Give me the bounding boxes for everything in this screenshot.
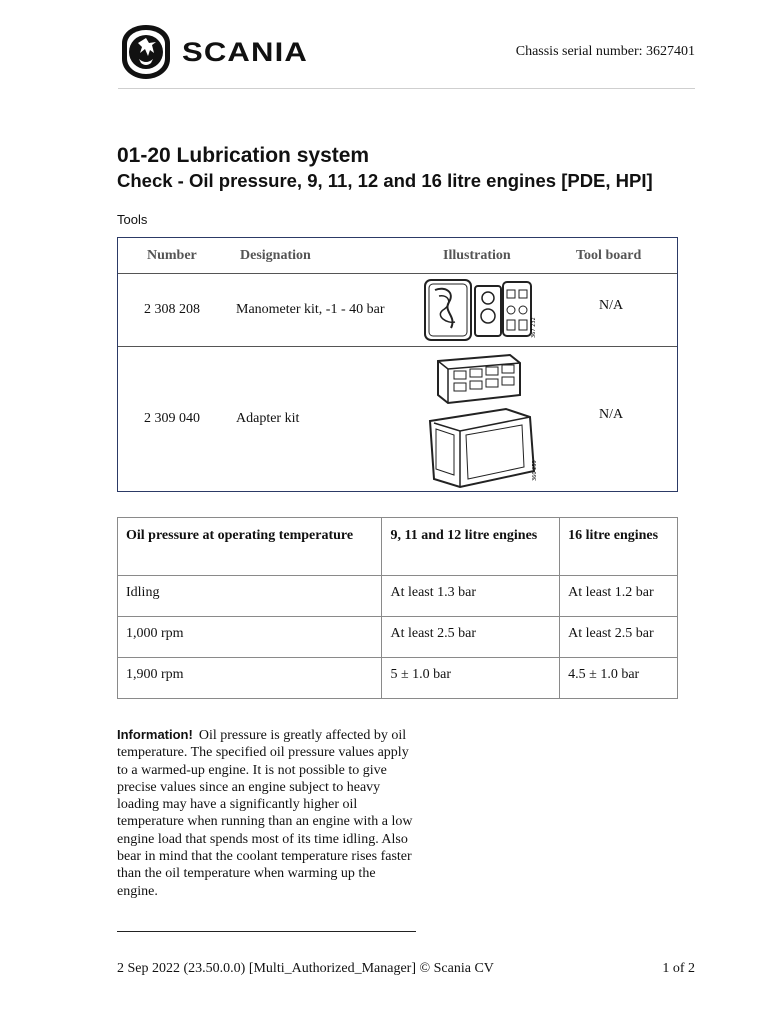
table-row: [118, 658, 678, 699]
information-label: Information!: [117, 727, 193, 742]
page-number: 1 of 2: [662, 961, 695, 976]
header-divider: [118, 88, 695, 89]
value-cell: At least 1.2 bar: [560, 576, 678, 617]
table-row: [118, 576, 678, 617]
manometer-kit-illustration: [423, 278, 537, 342]
value-cell: At least 2.5 bar: [382, 617, 560, 658]
illustration-code: 360 259: [532, 460, 538, 481]
information-note: [117, 726, 417, 900]
tool-board-value: N/A: [599, 407, 624, 422]
condition-cell: 1,000 rpm: [118, 617, 382, 658]
tool-designation: Adapter kit: [236, 411, 300, 426]
section-title: 01-20 Lubrication system: [117, 144, 370, 167]
oil-pressure-table: [117, 517, 678, 699]
header-designation: Designation: [240, 248, 311, 263]
value-cell: At least 1.3 bar: [382, 576, 560, 617]
table-row: [118, 347, 677, 492]
scania-logo: [118, 22, 308, 82]
value-cell: 5 ± 1.0 bar: [382, 658, 560, 699]
header-illustration: Illustration: [443, 248, 511, 263]
adapter-kit-illustration: [424, 351, 540, 489]
illustration-code: 367 232: [531, 317, 537, 338]
scania-griffin-icon: [118, 23, 174, 81]
tool-number: 2 309 040: [144, 411, 200, 426]
value-cell: At least 2.5 bar: [560, 617, 678, 658]
footer-date-copyright: 2 Sep 2022 (23.50.0.0) [Multi_Authorized_Manager] © Scania CV: [117, 961, 494, 976]
tools-table: [117, 237, 678, 492]
header-16-litre: 16 litre engines: [560, 518, 678, 576]
header-9-11-12-litre: 9, 11 and 12 litre engines: [382, 518, 560, 576]
note-divider: [117, 931, 416, 932]
condition-cell: 1,900 rpm: [118, 658, 382, 699]
table-row: [118, 617, 678, 658]
tool-number: 2 308 208: [144, 302, 200, 317]
condition-cell: Idling: [118, 576, 382, 617]
header-condition: Oil pressure at operating temperature: [118, 518, 382, 576]
value-cell: 4.5 ± 1.0 bar: [560, 658, 678, 699]
information-text: Oil pressure is greatly affected by oil temperature. The specified oil pressure values apply to a warmed-up engine. It is not possible to give precise values since an engine subject to heavy loading may have a significantly higher oil temperature when running than an engine with a low engine load that spends most of its time idling. Also bear in mind that the coolant temperature rises faster than the oil temperature when warming up the engine.: [117, 728, 413, 899]
tools-table-header: [118, 238, 677, 274]
procedure-title: Check - Oil pressure, 9, 11, 12 and 16 litre engines [PDE, HPI]: [117, 170, 653, 191]
header-tool-board: Tool board: [576, 248, 642, 263]
tools-label: Tools: [117, 212, 148, 227]
chassis-serial-number: Chassis serial number: 3627401: [515, 44, 695, 59]
table-header-row: [118, 518, 678, 576]
brand-wordmark: SCANIA: [182, 36, 308, 67]
tool-designation: Manometer kit, -1 - 40 bar: [236, 302, 385, 317]
tool-board-value: N/A: [599, 298, 624, 313]
header-number: Number: [147, 248, 197, 263]
table-row: [118, 274, 677, 346]
